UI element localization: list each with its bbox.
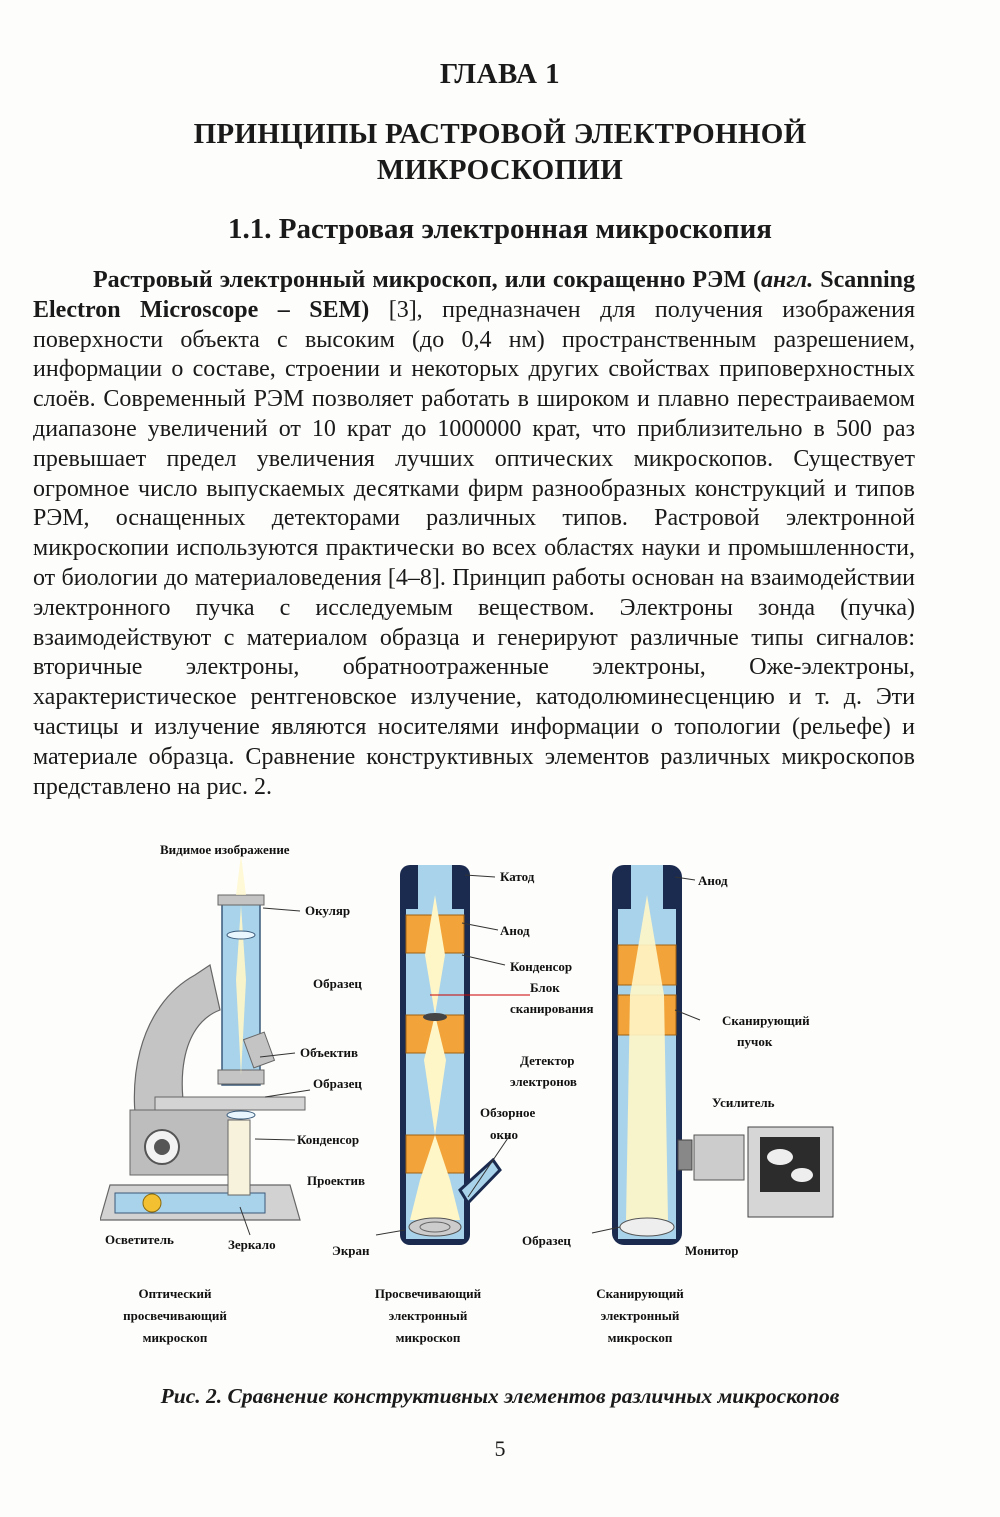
label-objective: Объектив [300,1045,359,1060]
body-text [33,266,915,802]
italic-abbr: англ. [761,267,814,293]
label-anode-sem: Анод [698,873,728,888]
label-eyepiece: Окуляр [305,903,351,918]
bold-lead: Растровый электронный микроскоп, или сокращенно РЭМ ( [93,267,762,293]
label-detector-1: Детектор [520,1053,575,1068]
microscope-diagram [100,835,860,1360]
label-cathode: Катод [500,869,535,884]
tem-title-2: электронный [388,1308,468,1323]
label-condenser: Конденсор [297,1132,360,1147]
label-sample-upper: Образец [313,976,362,991]
optical-title-1: Оптический [138,1286,212,1301]
tem-title-3: микроскоп [395,1330,461,1345]
sem-title-3: микроскоп [607,1330,673,1345]
label-projective: Проектив [307,1173,365,1188]
label-detector-2: электронов [510,1074,577,1089]
label-sample: Образец [313,1076,362,1091]
label-screen: Экран [332,1243,370,1258]
figure-caption: Рис. 2. Сравнение конструктивных элементов различных микроскопов [160,1384,840,1408]
label-mirror: Зеркало [228,1237,276,1252]
optical-microscope-illustration [100,855,305,1220]
sem-title-1: Сканирующий [596,1286,684,1301]
label-scan-beam-2: пучок [737,1034,773,1049]
label-scan-beam-1: Сканирующий [722,1013,810,1028]
label-anode-tem: Анод [500,923,530,938]
paragraph-text: [3], предназначен для получения изображения поверхности объекта с высоким (до 0,4 нм) пространственным разрешением, информации о составе, строении и некоторых других свойствах приповерхностных слоёв. Современный РЭМ позволяет работать в широком и плавно перестраиваемом диапазоне увеличений от 10 крат до 1000000 крат, что приблизительно в 500 раз превышает предел увеличения лучших оптических микроскопов. Существует огромное число выпускаемых десятками фирм разнообразных конструкций и типов РЭМ, оснащенных детекторами различных типов. Растровой электронной микроскопии используются практически во всех областях науки и промышленности, от биологии до материаловедения [4–8]. Принцип работы основан на взаимодействии электронного пучка с исследуемым веществом. Электроны зонда (пучка) взаимодействуют с материалом образца и генерируют различные типы сигналов: вторичные электроны, обратноотраженные электроны, Оже-электроны, характеристическое рентгеновское излучение, катодолюминесценцию и т. д. Эти частицы и излучение являются носителями информации о топологии (рельефе) и материале образца. Сравнение конструктивных элементов различных микроскопов представлено на рис. 2. [33,296,915,800]
page-number: 5 [494,1436,506,1461]
chapter-heading: ГЛАВА 1 [439,58,561,90]
paragraph [33,266,915,802]
sem-title-2: электронный [600,1308,680,1323]
tem-illustration [400,865,500,1245]
label-amplifier: Усилитель [712,1095,775,1110]
optical-title-2: просвечивающий [123,1308,227,1323]
label-scan-block-1: Блок [530,980,560,995]
figure-microscopes [100,835,860,1360]
chapter-title-line-1: ПРИНЦИПЫ РАСТРОВОЙ ЭЛЕКТРОННОЙ [193,118,807,150]
label-illuminator: Осветитель [105,1232,174,1247]
label-monitor: Монитор [685,1243,739,1258]
label-view-window-2: окно [490,1127,518,1142]
sem-illustration [612,865,833,1245]
section-title: 1.1. Растровая электронная микроскопия [228,213,772,245]
label-scan-block-2: сканирования [510,1001,594,1016]
tem-title-1: Просвечивающий [374,1286,482,1301]
chapter-title-line-2: МИКРОСКОПИИ [376,154,624,186]
bold-term: Scanning Electron Microscope – SEM) [33,267,915,323]
label-sample-sem: Образец [522,1233,571,1248]
label-visible-image: Видимое изображение [160,842,290,857]
optical-title-3: микроскоп [142,1330,208,1345]
label-condenser-tem: Конденсор [510,959,573,974]
chapter-title [0,116,1000,188]
label-view-window-1: Обзорное [480,1105,536,1120]
